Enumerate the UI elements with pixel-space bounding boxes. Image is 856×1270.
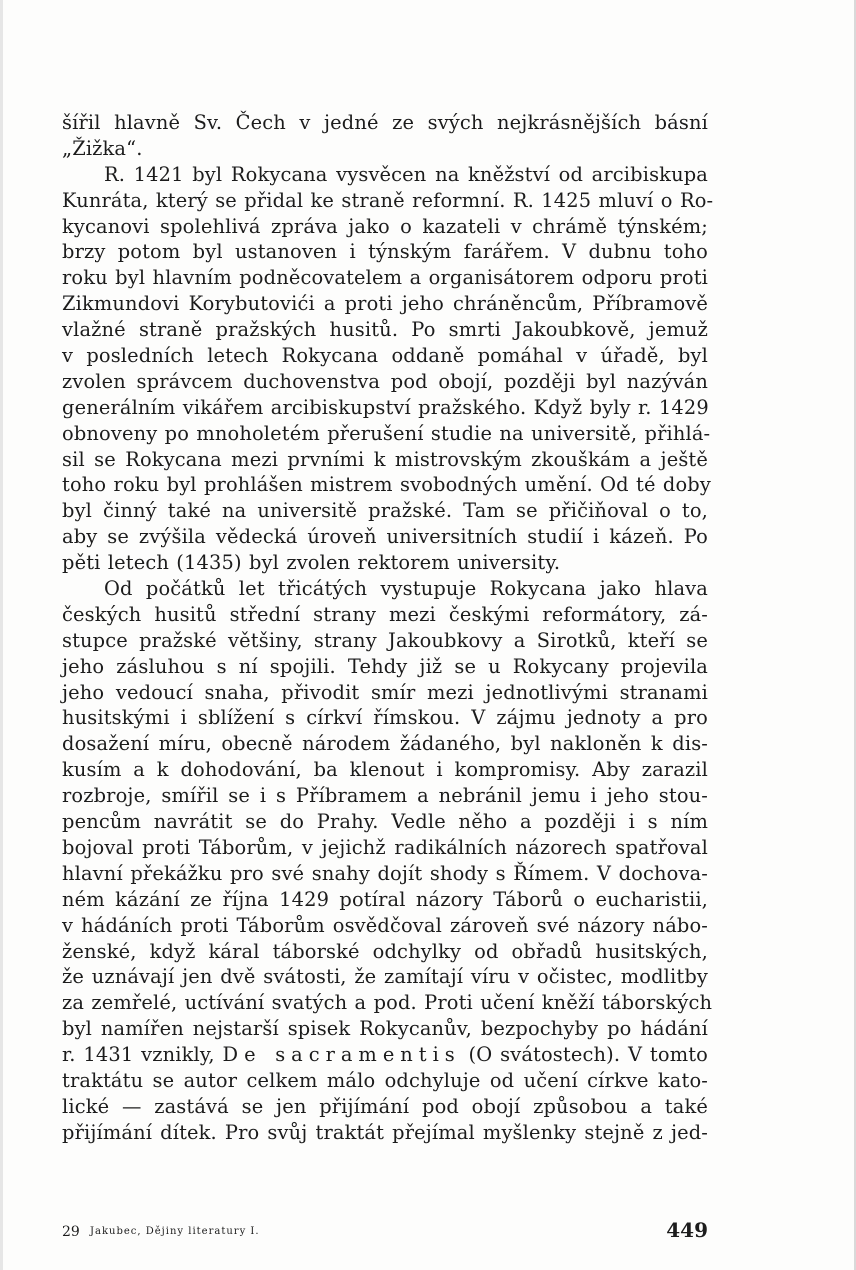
text-line: byl namířen nejstarší spisek Rokycanův, bezpochyby po hádání xyxy=(62,1017,708,1041)
text-line: českých husitů střední strany mezi českými reformátory, zá- xyxy=(62,602,708,626)
signature-text: Jakubec, Dějiny literatury I. xyxy=(90,1226,260,1237)
text-line: generálním vikářem arcibiskupství pražského. Když byly r. 1429 xyxy=(62,395,709,419)
text-line: ném kázání ze října 1429 potíral názory Táborů o eucharistii, xyxy=(62,887,708,911)
page-footer xyxy=(62,1218,708,1248)
text-line: jeho zásluhou s ní spojili. Tehdy již se u Rokycany projevila xyxy=(62,654,708,678)
text-line: sil se Rokycana mezi prvními k mistrovským zkouškám a ještě xyxy=(62,447,708,471)
text-line: pencům navrátit se do Prahy. Vedle něho a později i s ním xyxy=(62,810,708,834)
text-line: aby se zvýšila vědecká úroveň universitních studií i kázeň. Po xyxy=(62,525,708,549)
text-line: byl činný také na universitě pražské. Tam se přičiňoval o to, xyxy=(62,499,708,523)
text-line: Zikmundovi Korybutovići a proti jeho chráněncům, Příbramově xyxy=(62,292,708,316)
body-text xyxy=(62,110,714,1146)
signature-number: 29 xyxy=(62,1224,80,1240)
text-line: stupce pražské většiny, strany Jakoubkovy a Sirotků, kteří se xyxy=(62,628,708,652)
text-line: bojoval proti Táborům, v jejichž radikálních názorech spatřoval xyxy=(62,835,708,859)
text-line-title-spaced xyxy=(62,1042,708,1068)
text-line: v posledních letech Rokycana oddaně pomáhal v úřadě, byl xyxy=(62,344,708,368)
text-line: šířil hlavně Sv. Čech v jedné ze svých nejkrásnějších básní xyxy=(62,111,708,134)
paragraph-start: R. 1421 byl Rokycana vysvěcen na kněžství od arcibiskupa xyxy=(104,162,708,186)
text-line: „Žižka“. xyxy=(62,136,143,160)
line-part-before: r. 1431 vznikly, xyxy=(62,1043,223,1067)
text-line: v hádáních proti Táborům osvědčoval zároveň své názory nábo- xyxy=(62,913,708,937)
text-line: toho roku byl prohlášen mistrem svobodných umění. Od té doby xyxy=(62,473,711,497)
page-number: 449 xyxy=(666,1218,708,1242)
text-line: jeho vedoucí snaha, přivodit smír mezi jednotlivými stranami xyxy=(62,680,708,704)
scan-edge-left xyxy=(0,0,3,1270)
paragraph-start: Od počátků let třicátých vystupuje Rokycana jako hlava xyxy=(104,577,708,601)
text-line: pěti letech (1435) byl zvolen rektorem university. xyxy=(62,551,561,575)
text-line: kycanovi spolehlivá zpráva jako o kazateli v chrámě týnském; xyxy=(62,214,708,238)
text-line: brzy potom byl ustanoven i týnským farářem. V dubnu toho xyxy=(62,240,708,264)
text-line: rozbroje, smířil se i s Příbramem a nebránil jemu i jeho stou- xyxy=(62,784,708,808)
spaced-title: De sacramentis xyxy=(222,1043,461,1067)
text-line: ženské, když káral táborské odchylky od obřadů husitských, xyxy=(62,939,708,963)
text-line: dosažení míru, obecně národem žádaného, byl nakloněn k dis- xyxy=(62,732,708,756)
text-line: obnoveny po mnoholetém přerušení studie na universitě, přihlá- xyxy=(62,421,711,445)
line-part-after: (O svátostech). V tomto xyxy=(460,1043,708,1067)
text-line: kusím a k dohodování, ba klenout i kompromisy. Aby zarazil xyxy=(62,758,708,782)
text-line: zvolen správcem duchovenstva pod obojí, později byl nazýván xyxy=(62,369,708,393)
text-line: hlavní překážku pro své snahy dojít shody s Římem. V dochova- xyxy=(62,861,708,885)
text-line: roku byl hlavním podněcovatelem a organisátorem odporu proti xyxy=(62,266,708,290)
text-line: traktátu se autor celkem málo odchyluje od učení církve kato- xyxy=(62,1068,708,1092)
text-line: husitskými i sblížení s církví římskou. V zájmu jednoty a pro xyxy=(62,706,708,730)
text-line: přijímání dítek. Pro svůj traktát přejímal myšlenky stejně z jed- xyxy=(62,1120,708,1144)
text-line: Kunráta, který se přidal ke straně reformní. R. 1425 mluví o Ro- xyxy=(62,188,714,212)
text-line: vlažné straně pražských husitů. Po smrti Jakoubkově, jemuž xyxy=(62,318,708,342)
text-line: za zemřelé, uctívání svatých a pod. Proti učení kněží táborských xyxy=(62,991,713,1015)
text-line: lické — zastává se jen přijímání pod obojí způsobou a také xyxy=(62,1094,708,1118)
text-line: že uznávají jen dvě svátosti, že zamítají víru v očistec, modlitby xyxy=(62,965,708,989)
